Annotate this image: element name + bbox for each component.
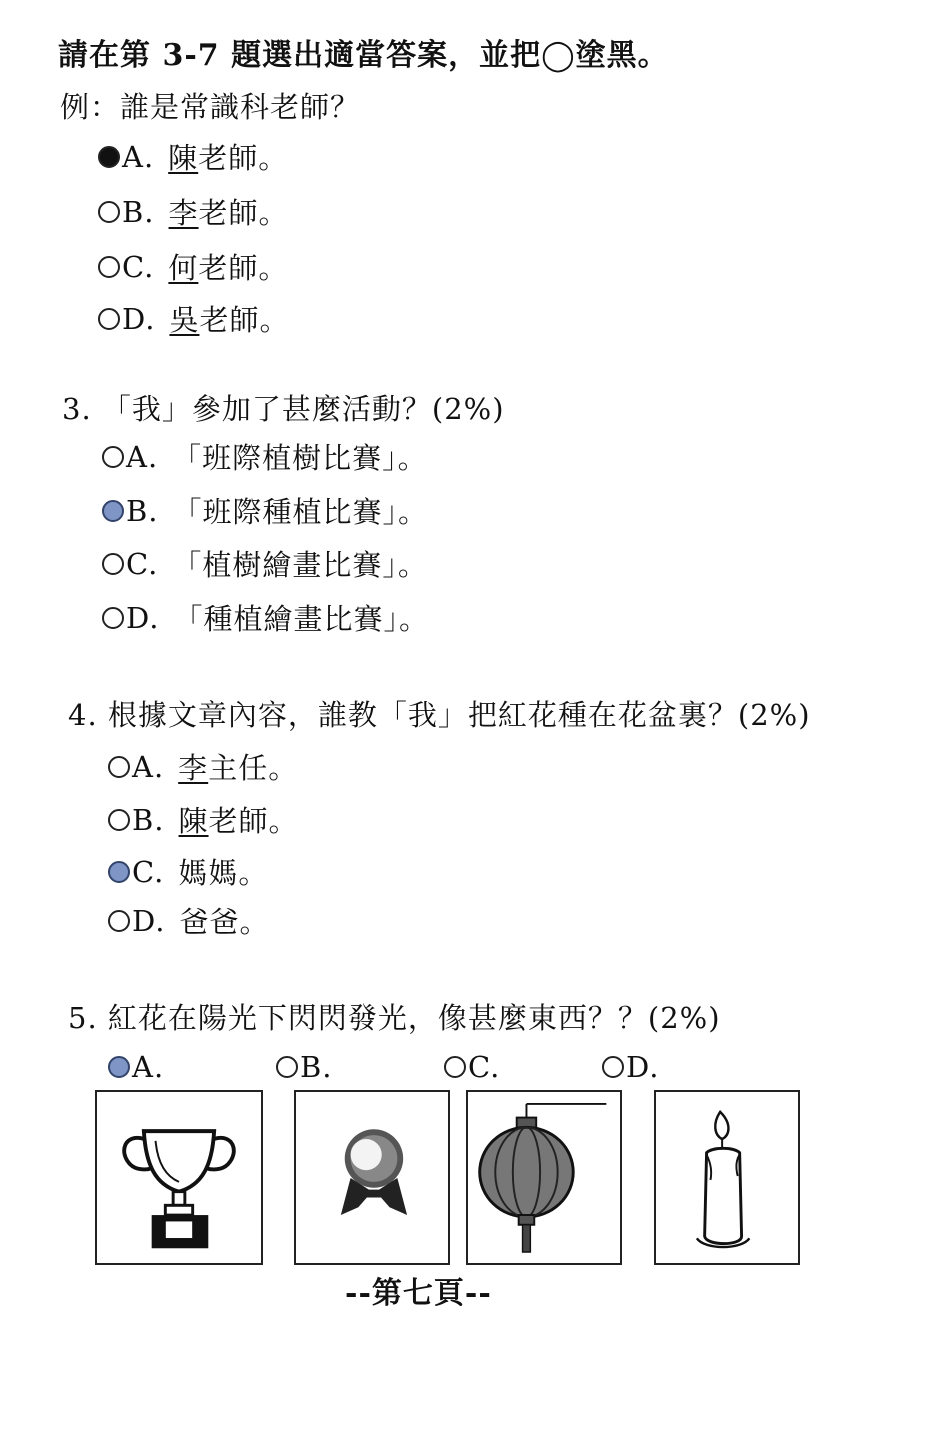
answer-bubble[interactable] xyxy=(108,809,130,831)
teacher-name: 何 xyxy=(168,251,199,285)
answer-bubble-filled[interactable] xyxy=(98,146,120,168)
answer-bubble[interactable] xyxy=(602,1056,624,1078)
option-text: 「班際植樹比賽」。 xyxy=(172,441,428,475)
option-letter: B. xyxy=(122,194,155,229)
q5-option-d[interactable] xyxy=(602,1050,673,1084)
answer-bubble[interactable] xyxy=(102,446,124,468)
option-letter: B. xyxy=(126,493,159,528)
option-text: 媽媽。 xyxy=(178,856,269,890)
option-letter: D. xyxy=(122,301,156,336)
answer-bubble-selected[interactable] xyxy=(108,861,130,883)
question-5-text: 5. 紅花在陽光下閃閃發光，像甚麼東西？？(2%) xyxy=(68,1001,721,1035)
answer-bubble[interactable] xyxy=(108,756,130,778)
option-letter: C. xyxy=(122,249,155,284)
q3-option-a[interactable] xyxy=(102,436,428,477)
option-letter: B. xyxy=(300,1050,333,1084)
option-letter: A. xyxy=(132,1050,165,1084)
q3-option-d[interactable] xyxy=(102,597,429,638)
question-4-text: 4. 根據文章內容，誰教「我」把紅花種在花盆裏？(2%) xyxy=(68,698,811,732)
answer-bubble[interactable] xyxy=(276,1056,298,1078)
example-option-b[interactable] xyxy=(98,191,289,232)
q5-option-a[interactable] xyxy=(108,1050,178,1084)
option-text: 老師。 xyxy=(199,303,290,337)
q4-option-b[interactable] xyxy=(108,799,299,840)
option-text: 「班際種植比賽」。 xyxy=(172,495,429,529)
medal-picture[interactable] xyxy=(294,1090,450,1265)
option-letter: C. xyxy=(126,546,159,581)
option-letter: A. xyxy=(122,139,155,174)
example-option-c[interactable] xyxy=(98,246,288,287)
example-question: 例：誰是常識科老師？ xyxy=(60,90,361,124)
option-letter: D. xyxy=(626,1050,660,1084)
option-text: 老師。 xyxy=(198,141,289,175)
q4-option-a[interactable] xyxy=(108,746,298,787)
lantern-picture[interactable] xyxy=(466,1090,622,1265)
trophy-picture[interactable] xyxy=(95,1090,263,1265)
teacher-name: 陳 xyxy=(168,141,199,175)
q5-option-b[interactable] xyxy=(276,1050,347,1084)
example-option-d[interactable] xyxy=(98,298,289,339)
answer-bubble[interactable] xyxy=(102,607,124,629)
answer-bubble[interactable] xyxy=(98,256,120,278)
instruction-text: 請在第 3-7 題選出適當答案，並把◯塗黑。 xyxy=(58,38,669,73)
option-text: 老師。 xyxy=(198,196,289,230)
option-text: 老師。 xyxy=(208,804,299,838)
medal-icon xyxy=(296,1092,448,1263)
page-number: --第七頁-- xyxy=(345,1276,492,1311)
option-letter: C. xyxy=(468,1050,501,1084)
teacher-name: 李 xyxy=(168,196,199,230)
option-text: 爸爸。 xyxy=(179,905,270,939)
trophy-icon xyxy=(97,1092,261,1263)
q5-option-c[interactable] xyxy=(444,1050,514,1084)
option-letter: C. xyxy=(132,854,165,889)
option-text: 「植樹繪畫比賽」。 xyxy=(172,548,428,582)
option-letter: A. xyxy=(126,439,159,474)
candle-picture[interactable] xyxy=(654,1090,800,1265)
option-text: 主任。 xyxy=(208,751,299,785)
option-letter: D. xyxy=(132,903,166,938)
q3-option-b[interactable] xyxy=(102,490,428,531)
teacher-name: 吳 xyxy=(169,303,200,337)
answer-bubble-selected[interactable] xyxy=(102,500,124,522)
answer-bubble-selected[interactable] xyxy=(108,1056,130,1078)
q4-option-d[interactable] xyxy=(108,900,269,941)
q3-option-c[interactable] xyxy=(102,543,428,584)
candle-icon xyxy=(656,1092,798,1263)
option-letter: A. xyxy=(132,749,165,784)
question-3-text: 3. 「我」參加了甚麼活動？(2%) xyxy=(62,392,505,426)
person-name: 陳 xyxy=(178,804,209,838)
option-text: 「種植繪畫比賽」。 xyxy=(173,602,429,636)
answer-bubble[interactable] xyxy=(102,553,124,575)
q4-option-c[interactable] xyxy=(108,851,268,892)
lantern-icon xyxy=(468,1092,620,1263)
option-letter: B. xyxy=(132,802,165,837)
answer-bubble[interactable] xyxy=(108,910,130,932)
example-option-a[interactable] xyxy=(98,136,288,177)
person-name: 李 xyxy=(178,751,209,785)
answer-bubble[interactable] xyxy=(98,201,120,223)
answer-bubble[interactable] xyxy=(444,1056,466,1078)
answer-bubble[interactable] xyxy=(98,308,120,330)
option-text: 老師。 xyxy=(198,251,289,285)
option-letter: D. xyxy=(126,600,160,635)
